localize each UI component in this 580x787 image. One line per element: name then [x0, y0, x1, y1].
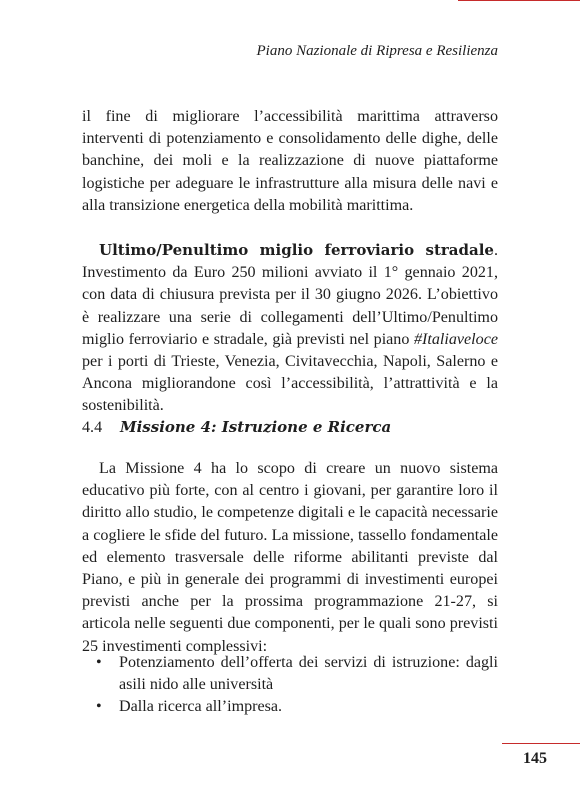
running-header	[0, 0, 580, 65]
paragraph-line: adeguare le infrastrutture alla misura delle navi e alla transizione	[82, 174, 499, 214]
hashtag-italiaveloce: #Italiaveloce	[413, 330, 498, 348]
run-in-title: Ultimo/Penultimo miglio ferroviario stradale	[99, 241, 494, 260]
section-heading	[82, 416, 498, 440]
paragraph-line: dei moli e la realizzazione di nuove piattaforme logistiche per	[82, 152, 499, 192]
bullet-marker: •	[96, 654, 102, 671]
paragraph-text: . Investimento da Euro 250 milioni avviato il 1° gennaio 2021, con data di chiusura prevista per il 30 giugno 2026. L’obiettivo è realizzare una serie di collegamenti dell’Ultimo/Penultimo miglio ferroviario e stradale, già previsti nel piano	[82, 242, 498, 348]
body-text-missione	[82, 458, 498, 658]
body-text-top	[82, 106, 498, 418]
bullet-list	[82, 652, 498, 719]
running-title: Piano Nazionale di Ripresa e Resilienza	[256, 43, 498, 59]
footer-accent-rule	[502, 743, 580, 744]
paragraph-line: il fine di migliorare l’accessibilità marittima attraverso interventi	[82, 108, 498, 148]
paragraph-line: di potenziamento e consolidamento delle dighe, delle banchine,	[82, 130, 499, 170]
paragraph-missione-4: La Missione 4 ha lo scopo di creare un nuovo sistema educativo più forte, con al centro i giovani, per garantire loro il diritto allo studio, le competenze digitali e le capacità necessarie a cogliere le sfide del futuro. La missione, tassello fondamentale ed elemento trasversale delle riforme abilitanti previste dal Piano, e più in generale dei programmi di investimenti europei previsti anche per la prossima programmazione 21-27, si articola nelle seguenti due componenti, per le quali sono previsti 25 investimenti complessivi:	[82, 460, 498, 655]
page-number: 145	[523, 750, 547, 767]
bullet-marker: •	[96, 698, 102, 716]
list-item	[82, 652, 498, 696]
section-title: Missione 4: Istruzione e Ricerca	[120, 418, 392, 436]
list-item	[82, 696, 498, 718]
paragraph-line: energetica della mobilità marittima.	[183, 196, 414, 214]
list-item-text: Potenziamento dell’offerta dei servizi di istruzione: dagli asili nido alle università	[119, 654, 498, 694]
paragraph-accessibilita-marittima	[82, 106, 498, 217]
header-accent-rule	[458, 0, 580, 1]
paragraph-ultimo-miglio	[82, 239, 498, 418]
list-item-text: Dalla ricerca all’impresa.	[119, 698, 283, 716]
paragraph-text: per i porti di Trieste, Venezia, Civitavecchia, Napoli, Salerno e Ancona migliorandone così l’accessibilità, l’attrattività e la sostenibilità.	[82, 353, 498, 415]
section-number: 4.4	[82, 419, 103, 436]
